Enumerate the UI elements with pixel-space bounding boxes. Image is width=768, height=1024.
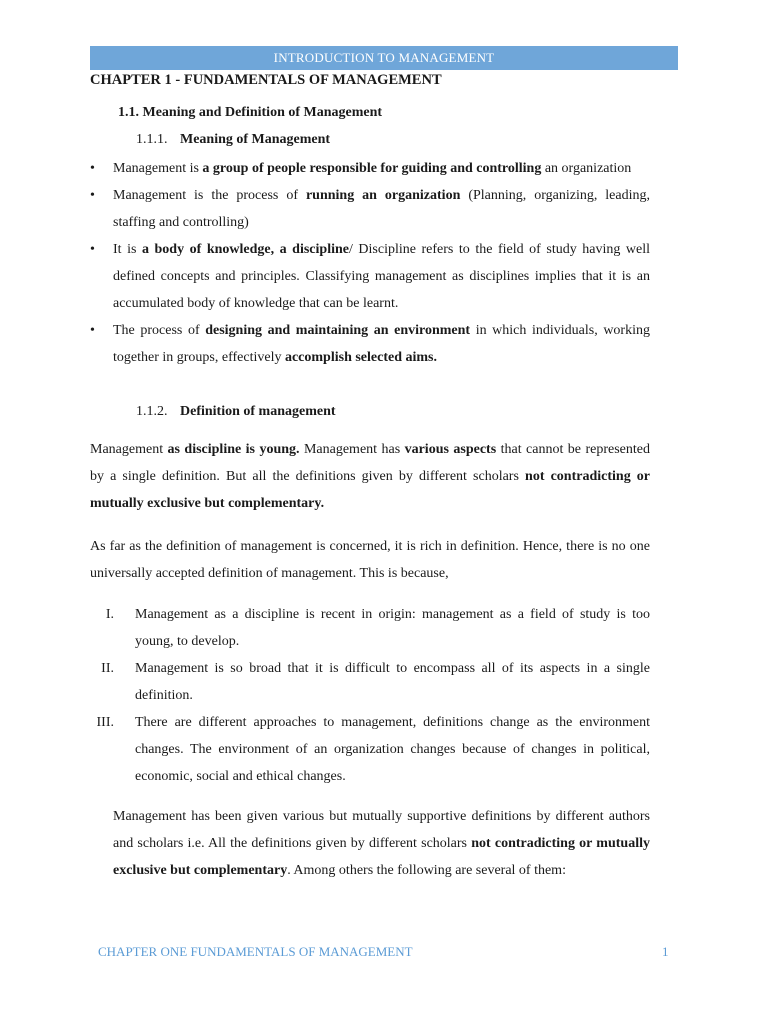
section-number: 1.1.2. [136,404,168,419]
roman-numeral: I. [105,607,114,622]
list-item: II. Management is so broad that it is difficult to encompass all of its aspects in a single definition. [90,655,650,709]
roman-numeral: II. [101,661,114,676]
section-title: Meaning of Management [180,132,331,147]
list-item: • Management is the process of running an organization (Planning, organizing, leading, staffing and controlling) [90,182,650,236]
supportive-definitions-paragraph: Management has been given various but mutually supportive definitions by different authors and scholars i.e. All the definitions given by different scholars not contradicting or mutually exclusive but complementary. Among others the following are several of them: [113,809,650,878]
section-heading-1-1-2 [136,404,336,420]
section-number: 1.1.1. [136,132,168,147]
section-heading-1-1-1 [136,132,330,148]
definition-paragraph: Management as discipline is young. Management has various aspects that cannot be represented by a single definition. But all the definitions given by different scholars not contradicting or mutually exclusive but complementary. [90,442,651,511]
reasons-list [90,601,650,790]
meaning-bullet-list [90,155,650,371]
section-title: Definition of management [180,404,336,419]
bullet-icon: • [90,188,95,203]
bullet-icon: • [90,242,95,257]
list-item: III. There are different approaches to management, definitions change as the environment changes. The environment of an organization changes because of changes in political, economic, social and ethical changes. [90,709,650,790]
page-header-title: INTRODUCTION TO MANAGEMENT [90,46,678,70]
bullet-icon: • [90,161,95,176]
list-item: I. Management as a discipline is recent in origin: management as a field of study is too young, to develop. [90,601,650,655]
section-heading-1-1: 1.1. Meaning and Definition of Management [118,105,383,120]
list-item: • The process of designing and maintaining an environment in which individuals, working together in groups, effectively accomplish selected aims. [90,317,650,371]
footer-chapter-title: CHAPTER ONE FUNDAMENTALS OF MANAGEMENT [98,944,413,959]
list-item: • Management is a group of people responsible for guiding and controlling an organization [90,155,650,182]
list-item: • It is a body of knowledge, a discipline/ Discipline refers to the field of study having well defined concepts and principles. Classifying management as disciplines implies that it is an accumulated body of knowledge that can be learnt. [90,236,650,317]
rich-definition-paragraph: As far as the definition of management is concerned, it is rich in definition. Hence, there is no one universally accepted definition of management. This is because, [90,539,650,581]
bullet-icon: • [90,323,95,338]
roman-numeral: III. [96,715,114,730]
chapter-title: CHAPTER 1 - FUNDAMENTALS OF MANAGEMENT [90,72,442,88]
page-number: 1 [662,944,669,959]
